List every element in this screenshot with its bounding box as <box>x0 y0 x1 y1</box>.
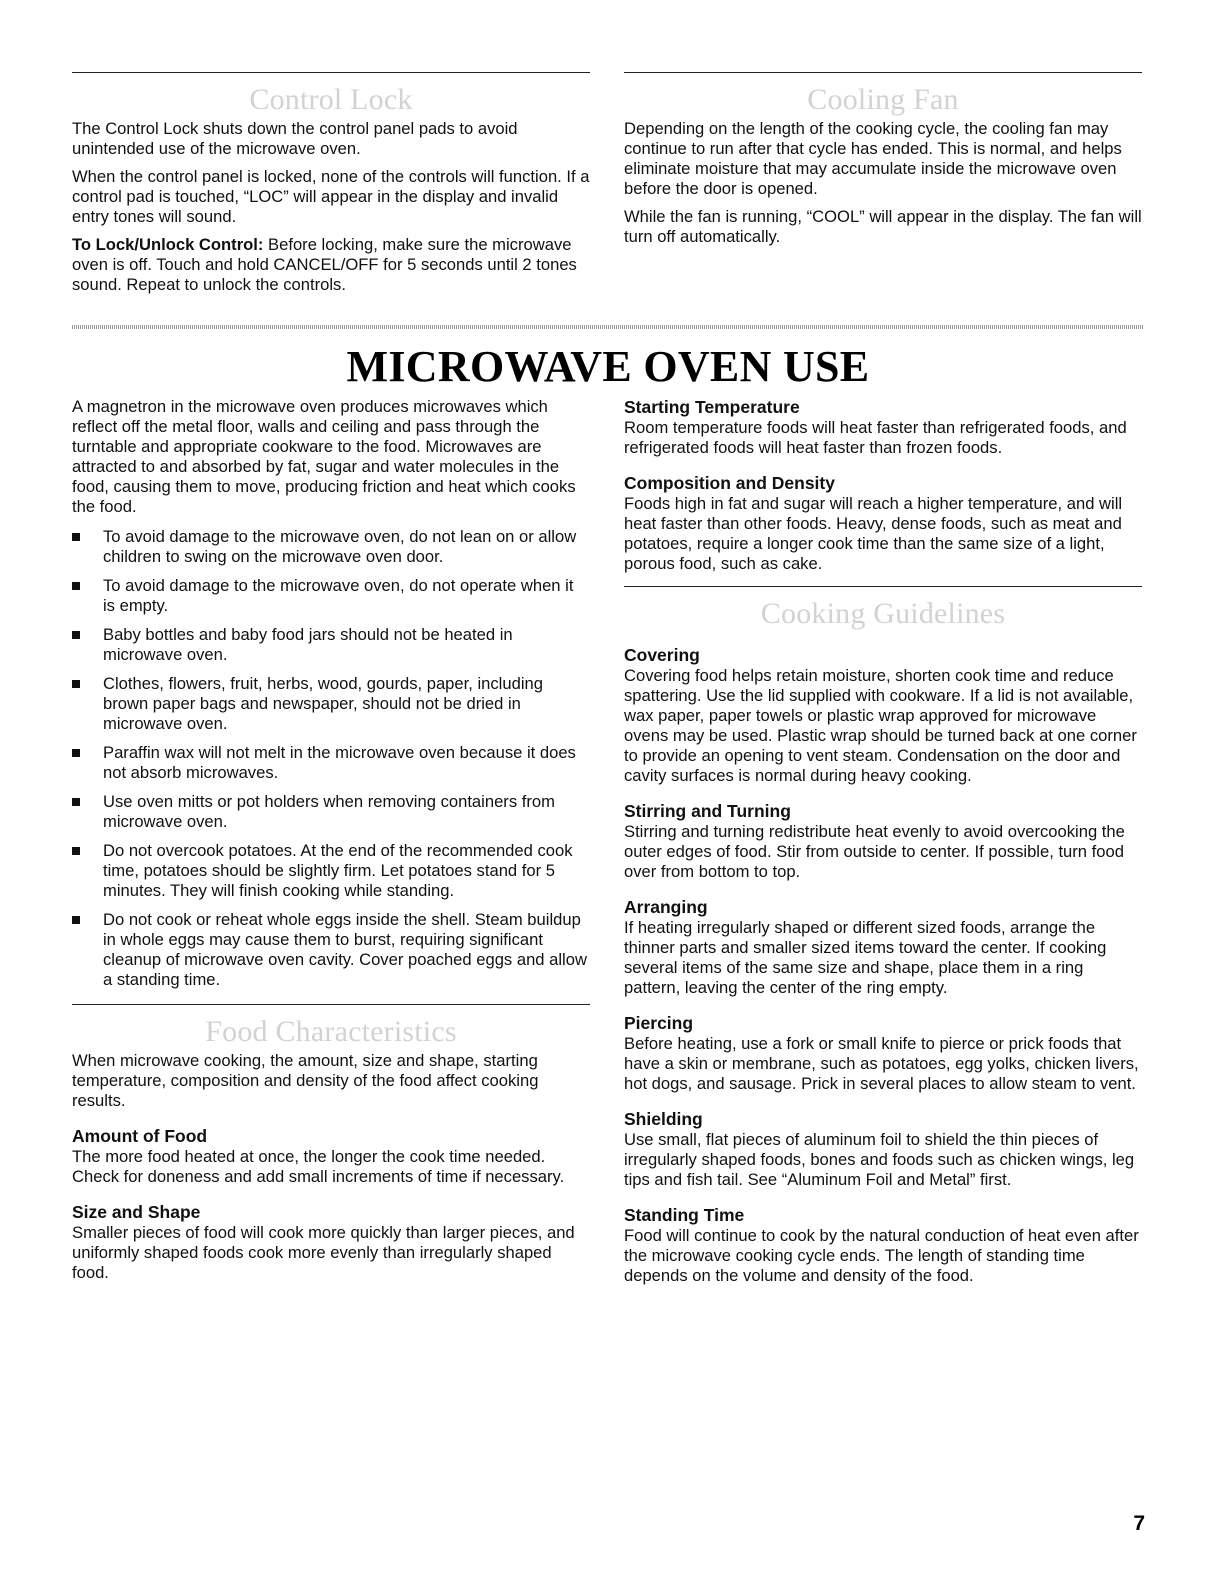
page-title: MICROWAVE OVEN USE <box>346 342 870 391</box>
food-section-composition-density <box>624 473 1142 574</box>
guideline-shielding <box>624 1109 1142 1190</box>
bullet-icon <box>72 916 80 924</box>
list-item: To avoid damage to the microwave oven, do not operate when it is empty. <box>72 576 590 616</box>
control-lock-paragraph-1: The Control Lock shuts down the control panel pads to avoid unintended use of the microwave oven. <box>72 119 518 158</box>
section-text: Covering food helps retain moisture, shorten cook time and reduce spattering. Use the lid supplied with cookware. If a lid is not available, wax paper, paper towels or plastic wrap approved for microwave ovens may be used. Plastic wrap should be turned back at one corner to provide an opening to vent steam. Condensation on the door and cavity surfaces is normal during heavy cooking. <box>624 666 1137 785</box>
section-heading: Composition and Density <box>624 473 835 493</box>
list-item: Paraffin wax will not melt in the microwave oven because it does not absorb microwaves. <box>72 743 590 783</box>
intro-paragraph: A magnetron in the microwave oven produces microwaves which reflect off the metal floor, walls and ceiling and pass through the turntable and appropriate cookware to the food. Microwaves are attracted to and absorbed by fat, sugar and water molecules in the food, causing them to move, producing friction and heat which cooks the food. <box>72 397 576 516</box>
section-heading: Size and Shape <box>72 1202 201 1222</box>
bullet-icon <box>72 533 80 541</box>
guideline-piercing <box>624 1013 1142 1094</box>
bullet-icon <box>72 749 80 757</box>
dotted-divider <box>72 325 1144 329</box>
section-text: Room temperature foods will heat faster than refrigerated foods, and refrigerated foods will heat faster than frozen foods. <box>624 418 1127 457</box>
section-heading: Starting Temperature <box>624 397 800 417</box>
food-characteristics-title: Food Characteristics <box>205 1015 457 1048</box>
list-item: To avoid damage to the microwave oven, do not lean on or allow children to swing on the microwave oven door. <box>72 527 590 567</box>
bullet-icon <box>72 847 80 855</box>
section-heading: Covering <box>624 645 700 665</box>
section-text: The more food heated at once, the longer the cook time needed. Check for doneness and add small increments of time if necessary. <box>72 1147 565 1186</box>
list-item: Do not overcook potatoes. At the end of the recommended cook time, potatoes should be slightly firm. Let potatoes stand for 5 minutes. They will finish cooking while standing. <box>72 841 590 901</box>
section-divider <box>72 72 590 73</box>
list-item: Clothes, flowers, fruit, herbs, wood, gourds, paper, including brown paper bags and newspaper, should not be dried in microwave oven. <box>72 674 590 734</box>
section-heading: Standing Time <box>624 1205 745 1225</box>
cooking-guidelines-title: Cooking Guidelines <box>760 597 1006 630</box>
bullet-icon <box>72 631 80 639</box>
section-text: If heating irregularly shaped or different sized foods, arrange the thinner parts and smaller sized items toward the center. If cooking several items of the same size and shape, place them in a ring pattern, leaving the center of the ring empty. <box>624 918 1107 997</box>
guideline-covering <box>624 645 1142 786</box>
bullet-icon <box>72 582 80 590</box>
bullet-icon <box>72 680 80 688</box>
left-column <box>72 397 590 1298</box>
guideline-arranging <box>624 897 1142 998</box>
control-lock-section <box>72 72 590 303</box>
section-heading: Stirring and Turning <box>624 801 791 821</box>
food-section-amount <box>72 1126 590 1187</box>
list-item: Baby bottles and baby food jars should not be heated in microwave oven. <box>72 625 590 665</box>
right-column <box>624 397 1142 1301</box>
safety-bullet-list <box>72 527 590 990</box>
section-text: Use small, flat pieces of aluminum foil to shield the thin pieces of irregularly shaped foods, bones and foods such as chicken wings, leg tips and fish tail. See “Aluminum Foil and Metal” first. <box>624 1130 1135 1189</box>
control-lock-title: Control Lock <box>249 83 413 116</box>
guideline-stirring-turning <box>624 801 1142 882</box>
control-lock-paragraph-2: When the control panel is locked, none of the controls will function. If a control pad is touched, “LOC” will appear in the display and invalid entry tones will sound. <box>72 167 590 226</box>
section-text: Smaller pieces of food will cook more quickly than larger pieces, and uniformly shaped foods cook more evenly than irregularly shaped food. <box>72 1223 575 1282</box>
control-lock-paragraph-3 <box>72 235 590 295</box>
section-divider <box>624 586 1142 587</box>
guideline-standing-time <box>624 1205 1142 1286</box>
section-text: Stirring and turning redistribute heat evenly to avoid overcooking the outer edges of food. Stir from outside to center. If possible, turn food over from bottom to top. <box>624 822 1125 881</box>
food-section-starting-temperature <box>624 397 1142 458</box>
cooling-fan-paragraph-2: While the fan is running, “COOL” will appear in the display. The fan will turn off automatically. <box>624 207 1142 246</box>
lock-unlock-label: To Lock/Unlock Control: <box>72 235 264 254</box>
food-section-size-shape <box>72 1202 590 1283</box>
food-characteristics-intro: When microwave cooking, the amount, size and shape, starting temperature, composition and density of the food affect cooking results. <box>72 1051 539 1110</box>
cooling-fan-title: Cooling Fan <box>807 83 959 116</box>
lock-unlock-text: Before locking, make sure the microwave oven is off. Touch and hold CANCEL/OFF for 5 seconds until 2 tones sound. Repeat to unlock the controls. <box>72 235 577 294</box>
section-heading: Arranging <box>624 897 708 917</box>
list-item: Use oven mitts or pot holders when removing containers from microwave oven. <box>72 792 590 832</box>
section-divider <box>624 72 1142 73</box>
cooling-fan-paragraph-1: Depending on the length of the cooking cycle, the cooling fan may continue to run after that cycle has ended. This is normal, and helps eliminate moisture that may accumulate inside the microwave oven before the door is opened. <box>624 119 1122 198</box>
section-heading: Piercing <box>624 1013 694 1033</box>
section-heading: Amount of Food <box>72 1126 208 1146</box>
section-text: Food will continue to cook by the natural conduction of heat even after the microwave cooking cycle ends. The length of standing time depends on the volume and density of the food. <box>624 1226 1139 1285</box>
page-number: 7 <box>1133 1512 1145 1535</box>
cooling-fan-section <box>624 72 1142 255</box>
section-text: Before heating, use a fork or small knife to pierce or prick foods that have a skin or membrane, such as potatoes, egg yolks, chicken livers, hot dogs, and sausage. Prick in several places to allow steam to vent. <box>624 1034 1139 1093</box>
section-heading: Shielding <box>624 1109 703 1129</box>
section-divider <box>72 1004 590 1005</box>
bullet-icon <box>72 798 80 806</box>
section-text: Foods high in fat and sugar will reach a higher temperature, and will heat faster than other foods. Heavy, dense foods, such as meat and potatoes, require a longer cook time than the same size of a light, porous food, such as cake. <box>624 494 1123 573</box>
list-item: Do not cook or reheat whole eggs inside the shell. Steam buildup in whole eggs may cause them to burst, requiring significant cleanup of microwave oven cavity. Cover poached eggs and allow a standing time. <box>72 910 590 990</box>
